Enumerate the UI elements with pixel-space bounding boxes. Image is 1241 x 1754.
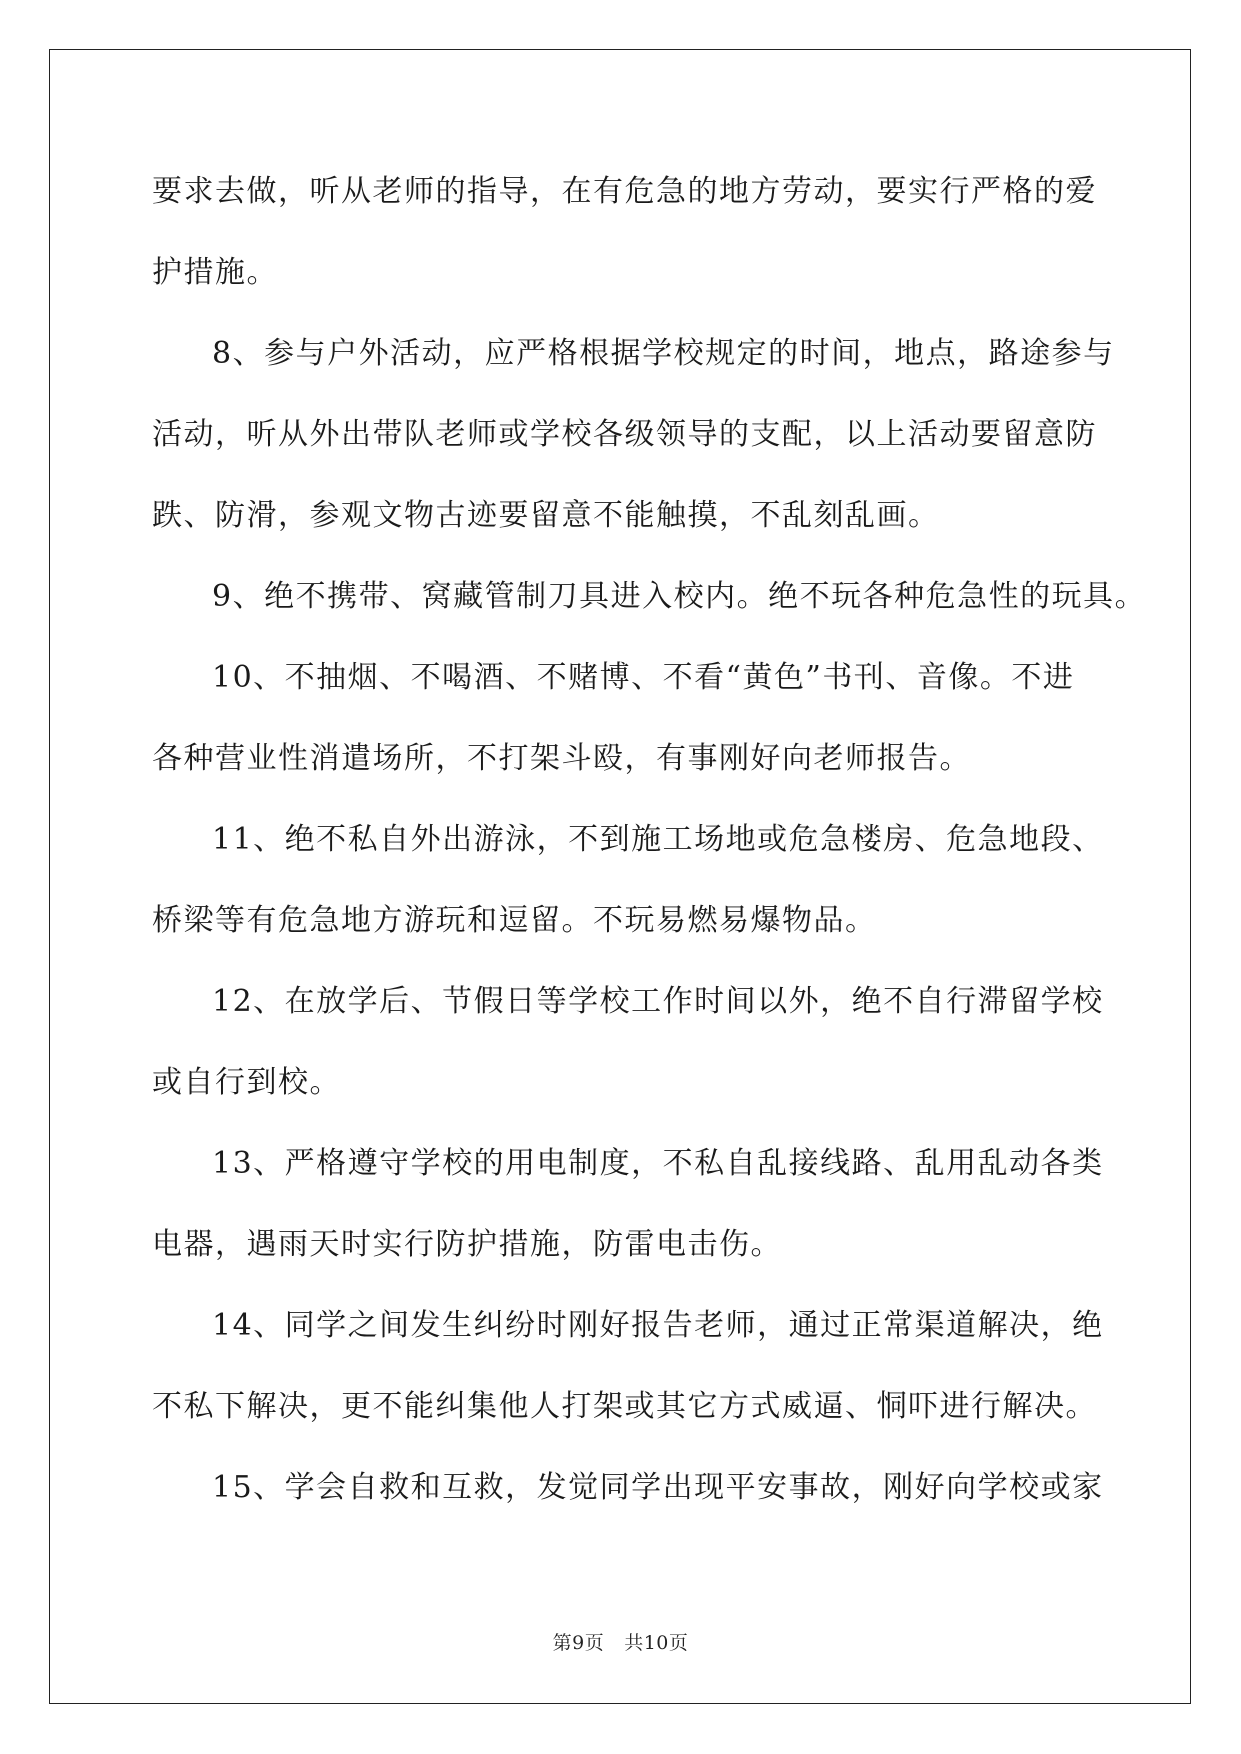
text-line: [152, 407, 1097, 488]
text-line-content: 不私下解决，更不能纠集他人打架或其它方式威逼、恫吓进行解决。: [152, 1389, 1097, 1424]
text-line-content: 13、严格遵守学校的用电制度，不私自乱接线路、乱用乱动各类: [212, 1146, 1104, 1181]
page-footer: [0, 1628, 1241, 1655]
text-line-content: 15、学会自救和互救，发觉同学出现平安事故，刚好向学校或家: [212, 1470, 1104, 1505]
text-line-content: 跌、防滑，参观文物古迹要留意不能触摸，不乱刻乱画。: [152, 498, 940, 533]
page-total: 共10页: [624, 1632, 689, 1654]
text-line-content: 11、绝不私自外出游泳，不到施工场地或危急楼房、危急地段、: [212, 822, 1104, 857]
text-line: [152, 974, 1104, 1055]
text-line: [152, 1055, 1092, 1136]
text-line: [152, 488, 1092, 569]
text-line: [152, 1298, 1104, 1379]
text-line-content: 8、参与户外活动，应严格根据学校规定的时间，地点，路途参与: [212, 336, 1115, 371]
page-number: 第9页: [552, 1632, 605, 1654]
text-line: [152, 1460, 1104, 1541]
text-line-content: 10、不抽烟、不喝酒、不赌博、不看“黄色”书刊、音像。不进: [212, 660, 1075, 695]
text-line: [152, 893, 1092, 974]
text-line-content: 电器，遇雨天时实行防护措施，防雷电击伤。: [152, 1227, 782, 1262]
document-body: [152, 164, 1147, 1541]
text-line: [152, 731, 1092, 812]
text-line: [152, 1379, 1097, 1460]
text-line-content: 14、同学之间发生纠纷时刚好报告老师，通过正常渠道解决，绝: [212, 1308, 1104, 1343]
text-line-content: 桥梁等有危急地方游玩和逗留。不玩易燃易爆物品。: [152, 903, 877, 938]
text-line: [152, 326, 1115, 407]
text-line-content: 活动，听从外出带队老师或学校各级领导的支配，以上活动要留意防: [152, 417, 1097, 452]
text-line: [152, 1136, 1104, 1217]
text-line-content: 各种营业性消遣场所，不打架斗殴，有事刚好向老师报告。: [152, 741, 971, 776]
text-line: [152, 650, 1092, 731]
text-line: [152, 1217, 1092, 1298]
text-line: [152, 245, 1092, 326]
text-line: [152, 569, 1147, 650]
text-line: [152, 812, 1104, 893]
text-line: [152, 164, 1097, 245]
text-line-content: 9、绝不携带、窝藏管制刀具进入校内。绝不玩各种危急性的玩具。: [212, 579, 1147, 614]
text-line-content: 要求去做，听从老师的指导，在有危急的地方劳动，要实行严格的爱: [152, 174, 1097, 209]
text-line-content: 或自行到校。: [152, 1065, 341, 1100]
text-line-content: 12、在放学后、节假日等学校工作时间以外，绝不自行滞留学校: [212, 984, 1104, 1019]
text-line-content: 护措施。: [152, 255, 278, 290]
